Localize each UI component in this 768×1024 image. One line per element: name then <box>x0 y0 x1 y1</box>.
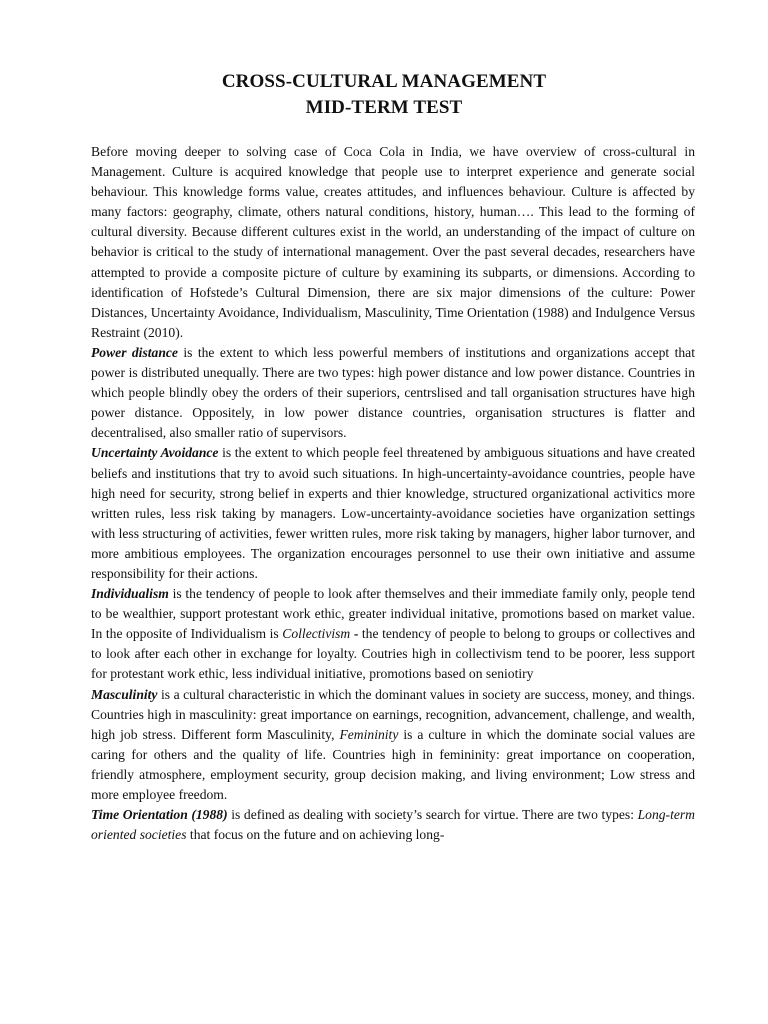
collectivism-dash: - <box>350 626 362 642</box>
uncertainty-avoidance-paragraph <box>91 443 695 584</box>
uncertainty-avoidance-term: Uncertainty Avoidance <box>91 445 219 461</box>
collectivism-term: Collectivism <box>282 626 351 642</box>
document-title: CROSS-CULTURAL MANAGEMENT <box>221 71 547 92</box>
collectivism-text: the tendency of people to belong to groups or collectives and to look after each other in exchange for loyalty. Coutries high in collectivism tend to be poorer, less support for protestant work ethic, less individual initiative, promotions based on seniotiry <box>91 626 695 682</box>
time-orientation-term: Time Orientation (1988) <box>91 807 228 823</box>
individualism-term: Individualism <box>91 586 169 602</box>
masculinity-paragraph <box>91 685 695 806</box>
time-orientation-paragraph <box>91 805 695 845</box>
power-distance-paragraph <box>91 343 695 443</box>
uncertainty-avoidance-text: is the extent to which people feel threatened by ambiguous situations and have created beliefs and institutions that try to avoid such situations. In high-uncertainty-avoidance countries, people have high need for security, strong belief in experts and thier knowledge, structured organizational activitics more written rules, less risk taking by managers. Low-uncertainty-avoidance societies have organization settings with less structuring of activities, fewer written rules, more risk taking by managers, higher labor turnover, and more ambitious employees. The organization encourages personnel to use their own initiative and assume responsibility for their actions. <box>91 445 695 581</box>
power-distance-term: Power distance <box>91 344 178 360</box>
masculinity-term: Masculinity <box>91 686 158 702</box>
document-body <box>91 142 695 845</box>
time-orientation-text: is defined as dealing with society’s search for virtue. There are two types: <box>227 807 638 823</box>
document-subtitle: MID-TERM TEST <box>305 97 463 118</box>
intro-paragraph: Before moving deeper to solving case of Coca Cola in India, we have overview of cross-cultural in Management. Culture is acquired knowledge that people use to interpret experience and generate social behaviour. This knowledge forms value, creates attitudes, and influences behaviour. Culture is affected by many factors: geography, climate, others natural conditions, history, human…. This lead to the forming of cultural diversity. Because different cultures exist in the world, an understanding of the impact of culture on behavior is critical to the study of international management. Over the past several decades, researchers have attempted to provide a composite picture of culture by examining its subparts, or dimensions. According to identification of Hofstede’s Cultural Dimension, there are six major dimensions of the culture: Power Distances, Uncertainty Avoidance, Individualism, Masculinity, Time Orientation (1988) and Indulgence Versus Restraint (2010). <box>91 144 695 340</box>
individualism-paragraph <box>91 584 695 684</box>
individualism-text: is the tendency of people to look after themselves and their immediate family only, people tend to be wealthier, support protestant work ethic, greater individual initative, promotions based on market value. In the opposite of Individualism is <box>91 586 695 642</box>
masculinity-text: is a cultural characteristic in which the dominant values in society are success, money, and things. Countries high in masculinity: great importance on earnings, recognition, advancement, challenge, and wealth, high job stress. Different form Masculinity, <box>91 686 695 742</box>
long-term-oriented-term: Long-term oriented societies <box>91 807 695 843</box>
long-term-oriented-text: that focus on the future and on achieving long- <box>186 827 445 843</box>
femininity-term: Femininity <box>339 726 399 742</box>
femininity-text: is a culture in which the dominate social values are caring for others and the quality of life. Countries high in femininity: great importance on cooperation, friendly atmosphere, employment security, group decision making, and living environment; Low stress and more employee freedom. <box>91 726 695 802</box>
power-distance-text: is the extent to which less powerful members of institutions and organizations accept that power is distributed unequally. There are two types: high power distance and low power distance. Countries in which people blindly obey the orders of their superiors, centrslised and tall organisation structures have high power distance. Oppositely, in low power distance countries, organisation structures is flatter and decentralised, also smaller ratio of supervisors. <box>91 344 695 441</box>
